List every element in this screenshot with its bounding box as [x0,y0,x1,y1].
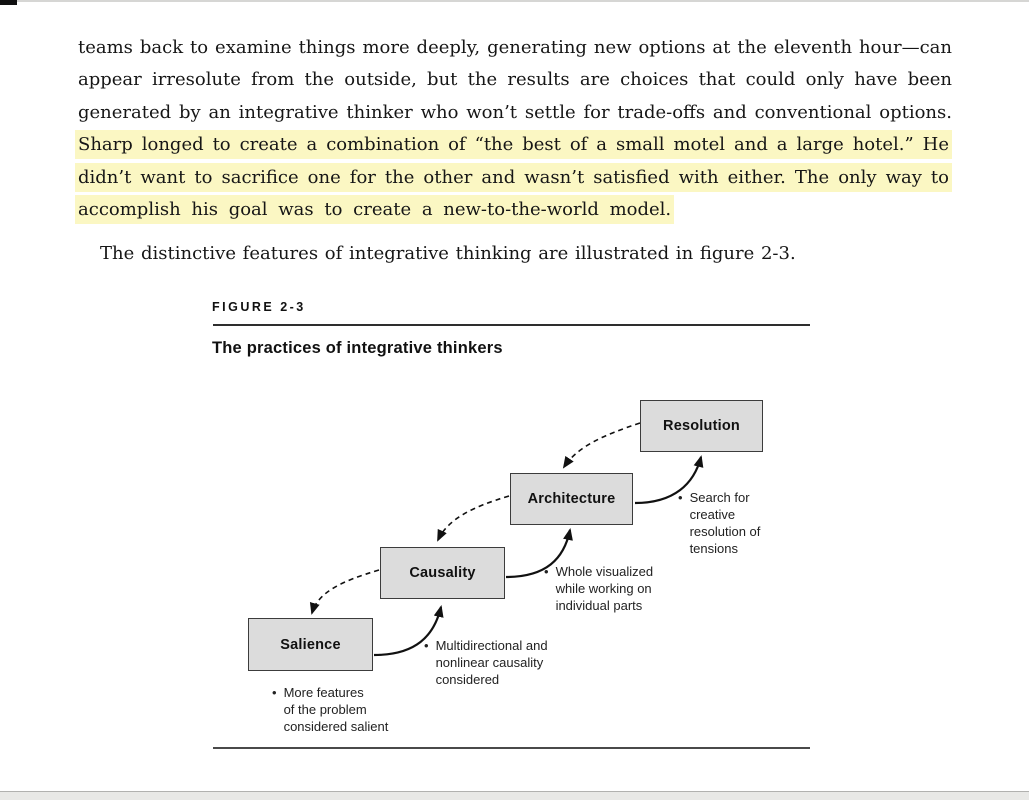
paragraph-line [78,64,952,96]
note-line: creative [689,507,736,522]
paragraph-line [78,97,952,129]
node-box-causality [380,547,505,599]
paragraph-line-text: generated by an integrative thinker who won’t settle for trade-offs and conventional options. [78,101,952,123]
bullet-icon: • [424,638,429,653]
arrow-causality-to-salience-dashed [312,570,379,613]
note-architecture [544,563,694,614]
note-causality [424,637,584,688]
highlighted-line [78,162,952,194]
highlighted-line-text: Sharp longed to create a combination of “the best of a small motel and a large hotel.” He [75,130,952,159]
note-line: resolution of [689,524,761,539]
highlighted-line [78,129,952,161]
note-line: individual parts [555,598,643,613]
arrow-resolution-to-architecture-dashed [564,423,640,467]
note-line: considered salient [283,719,389,734]
note-line: Whole visualized [555,564,654,579]
node-label: Salience [280,636,341,653]
note-line: Search for [689,490,750,505]
window-bottom-edge [0,791,1029,800]
note-line: Multidirectional and [435,638,548,653]
paragraph-line-text: appear irresolute from the outside, but the results are choices that could only have been [78,69,952,91]
node-box-architecture [510,473,633,525]
note-salience [272,684,422,735]
note-line: considered [435,672,500,687]
note-lines [436,637,548,688]
bullet-icon: • [272,685,277,700]
note-line: of the problem [283,702,367,717]
scan-corner-mark [0,0,17,5]
figure-title: The practices of integrative thinkers [212,339,503,357]
highlighted-line-text: accomplish his goal was to create a new-to-the-world model. [75,195,674,224]
node-label: Causality [409,565,476,581]
note-resolution [678,489,798,557]
node-box-salience [248,618,373,671]
figure-label: FIGURE 2-3 [212,300,306,314]
bullet-icon: • [678,490,683,505]
page-top-edge [0,0,1029,2]
figure-bottom-rule [213,747,810,749]
figure-top-rule [213,324,810,326]
note-line: More features [283,685,364,700]
highlighted-line [78,194,952,226]
note-line: nonlinear causality [435,655,544,670]
note-line: tensions [689,541,738,556]
note-lines [284,684,389,735]
bullet-icon: • [544,564,549,579]
paragraph-line-text: teams back to examine things more deeply, generating new options at the eleventh hour—can [78,37,952,58]
node-box-resolution [640,400,763,452]
note-line: while working on [555,581,652,596]
node-label: Resolution [663,418,740,434]
note-lines [556,563,654,614]
paragraph: The distinctive features of integrative thinking are illustrated in figure 2-3. [100,243,796,265]
arrow-architecture-to-causality-dashed [438,496,509,540]
body-text [78,32,952,270]
paragraph-line [78,32,952,64]
note-lines [690,489,761,557]
node-label: Architecture [527,491,616,507]
highlighted-line-text: didn’t want to sacrifice one for the other and wasn’t satisfied with either. The only way to [75,163,952,192]
